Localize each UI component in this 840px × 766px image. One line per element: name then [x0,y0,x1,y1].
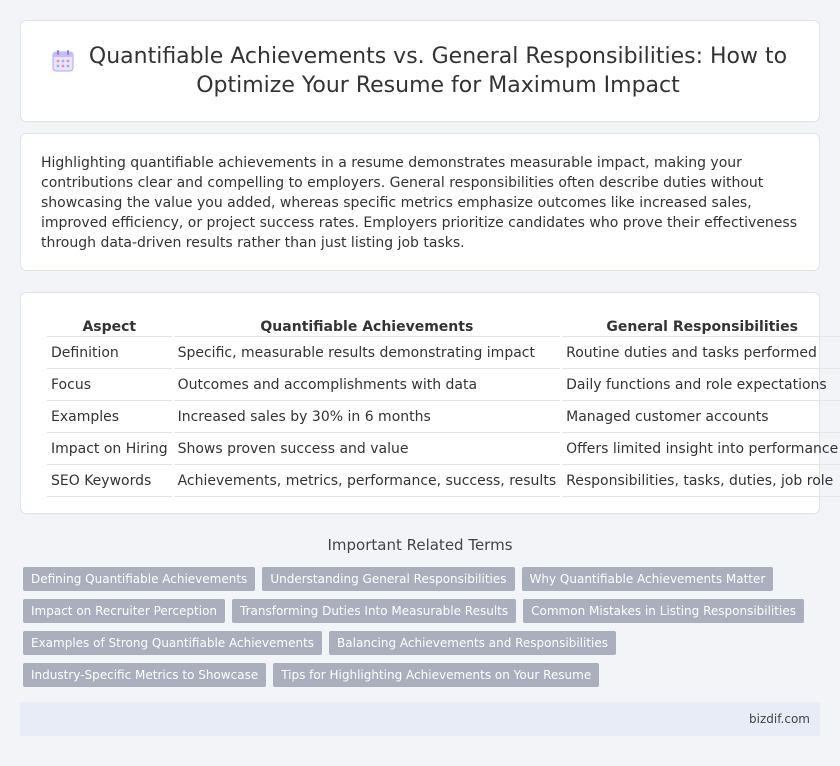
comparison-table-card [20,292,839,514]
table-cell: Specific, measurable results demonstrating impact [174,339,561,369]
table-cell: Focus [47,371,172,401]
table-cell: SEO Keywords [47,467,172,497]
table-cell: Routine duties and tasks performed [562,339,840,369]
related-term-tag[interactable]: Transforming Duties Into Measurable Results [232,599,516,623]
table-cell: Increased sales by 30% in 6 months [174,403,561,433]
table-row [47,339,840,369]
intro-paragraph: Highlighting quantifiable achievements in a resume demonstrates measurable impact, making your contributions clear and compelling to employers. General responsibilities often describe duties without showcasing the value you added, whereas specific metrics emphasize outcomes like increased sales, improved efficiency, or project success rates. Employers prioritize candidates who prove their effectiveness through data-driven results rather than just listing job tasks. [41,155,797,251]
related-term-tag[interactable]: Common Mistakes in Listing Responsibilities [523,599,804,623]
intro-card [20,133,820,271]
related-term-tag[interactable]: Why Quantifiable Achievements Matter [522,567,774,591]
table-row [47,435,840,465]
title-wrap [50,42,790,100]
table-row [47,371,840,401]
table-cell: Outcomes and accomplishments with data [174,371,561,401]
header-card [20,20,820,122]
related-term-tag[interactable]: Understanding General Responsibilities [262,567,514,591]
related-term-tag[interactable]: Industry-Specific Metrics to Showcase [23,663,266,687]
column-header-quantifiable: Quantifiable Achievements [174,317,561,337]
table-row [47,467,840,497]
related-term-tag[interactable]: Examples of Strong Quantifiable Achievements [23,631,322,655]
related-term-tag[interactable]: Defining Quantifiable Achievements [23,567,255,591]
table-cell: Shows proven success and value [174,435,561,465]
table-cell: Definition [47,339,172,369]
table-row [47,403,840,433]
comparison-table [45,315,840,499]
page-title: Quantifiable Achievements vs. General Responsibilities: How to Optimize Your Resume for Maximum Impact [88,44,788,98]
related-term-tag[interactable]: Tips for Highlighting Achievements on Your Resume [273,663,599,687]
related-term-tag[interactable]: Impact on Recruiter Perception [23,599,225,623]
table-cell: Offers limited insight into performance [562,435,840,465]
table-cell: Managed customer accounts [562,403,840,433]
footer [20,702,820,736]
table-cell: Daily functions and role expectations [562,371,840,401]
footer-brand-link[interactable]: bizdif.com [749,712,810,726]
table-cell: Responsibilities, tasks, duties, job role [562,467,840,497]
related-terms-heading: Important Related Terms [327,536,513,554]
column-header-general: General Responsibilities [562,317,840,337]
table-header-row [47,317,840,337]
table-cell: Impact on Hiring [47,435,172,465]
column-header-aspect: Aspect [47,317,172,337]
table-cell: Achievements, metrics, performance, success, results [174,467,561,497]
table-cell: Examples [47,403,172,433]
related-term-tag[interactable]: Balancing Achievements and Responsibilities [329,631,616,655]
calendar-icon [50,48,76,74]
related-terms-tags [23,567,813,695]
